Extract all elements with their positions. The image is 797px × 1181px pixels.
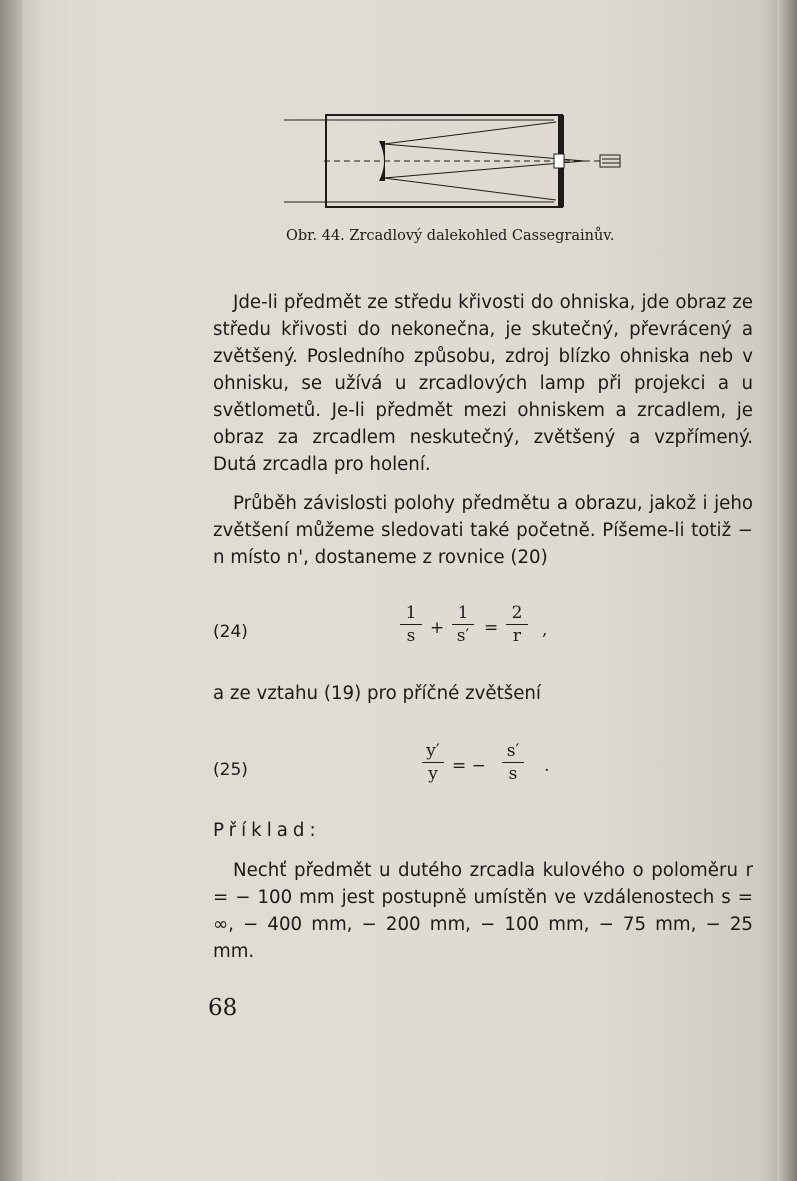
comma: , (542, 620, 548, 640)
equals-operator: = (484, 618, 499, 638)
cassegrain-telescope-diagram (284, 108, 624, 218)
equals-minus-operator: = − (452, 756, 486, 776)
fraction-2-over-r (506, 604, 528, 647)
numerator: 2 (506, 604, 528, 625)
numerator: s′ (502, 742, 524, 763)
fraction-1-over-s (400, 604, 422, 647)
paragraph-magnification-intro: a ze vztahu (19) pro příčné zvětšení (213, 683, 541, 704)
paragraph-calculation-intro: Průběh závislosti polohy předmětu a obrazu, jakož i jeho zvětšení můžeme sledovati také početně. Píšeme-li totiž − n místo n', dostaneme z rovnice (20) (213, 493, 753, 568)
denominator: y (428, 764, 438, 784)
plus-operator: + (430, 618, 445, 638)
figure-caption: Obr. 44. Zrcadlový dalekohled Cassegrainův. (286, 228, 615, 244)
example-heading: Příklad: (213, 820, 321, 841)
fraction-1-over-s-prime (452, 604, 474, 647)
fraction-s-prime-over-s (502, 742, 524, 785)
denominator: s (508, 764, 518, 784)
equation-25 (422, 742, 642, 792)
numerator: 1 (400, 604, 422, 625)
equation-24-number: (24) (213, 622, 248, 642)
period: . (544, 756, 550, 776)
numerator: y′ (422, 742, 444, 763)
page-gutter-shadow (0, 0, 22, 1181)
page-number: 68 (208, 995, 238, 1021)
denominator: r (512, 626, 522, 646)
page-edge-shadow (777, 0, 797, 1181)
equation-24 (400, 604, 660, 654)
paragraph-example: Nechť předmět u dutého zrcadla kulového o poloměru r = − 100 mm jest postupně umístěn ve vzdálenostech s = ∞, − 400 mm, − 200 mm, − 100 mm, − 75 mm, − 25 mm. (213, 860, 753, 962)
equation-25-number: (25) (213, 760, 248, 780)
paragraph-mirror-images: Jde-li předmět ze středu křivosti do ohniska, jde obraz ze středu křivosti do nekonečna, je skutečný, převrácený a zvětšený. Posledního způsobu, zdroj blízko ohniska neb v ohnisku, se užívá u zrcadlových lamp při projekci a u světlometů. Je-li předmět mezi ohniskem a zrcadlem, je obraz za zrcadlem neskutečný, zvětšený a vzpřímený. Dutá zrcadla pro holení. (213, 292, 753, 475)
fraction-y-prime-over-y (422, 742, 444, 785)
denominator: s′ (456, 626, 470, 646)
denominator: s (406, 626, 416, 646)
numerator: 1 (452, 604, 474, 625)
